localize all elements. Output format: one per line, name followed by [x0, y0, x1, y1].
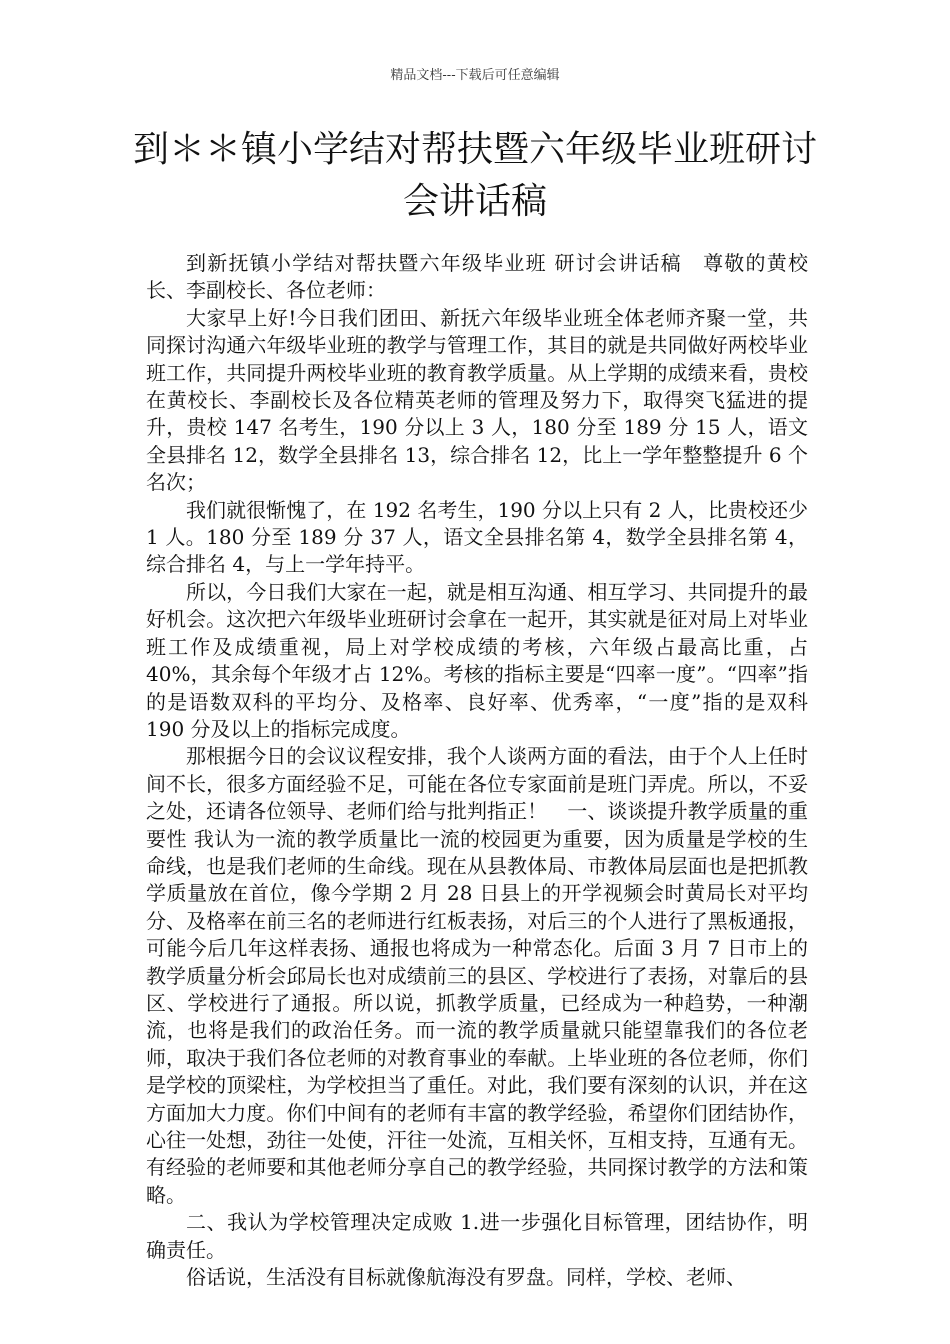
paragraph-own-results: 我们就很惭愧了，在 192 名考生，190 分以上只有 2 人，比贵校还少 1 人。180 分至 189 分 37 人，语文全县排名第 4，数学全县排名第 4，综合排名 4，与上一学年持平。	[146, 497, 808, 577]
paragraph-purpose: 所以，今日我们大家在一起，就是相互沟通、相互学习、共同提升的最好机会。这次把六年级毕业班研讨会拿在一起开，其实就是征对局上对毕业班工作及成绩重视，局上对学校成绩的考核，六年级占最高比重，占 40%，其余每个年级才占 12%。考核的指标主要是“四率一度”。“四率”指的是语数双科的平均分、及格率、良好率、优秀率，“一度”指的是双科 190 分及以上的指标完成度。	[146, 579, 808, 741]
document-title: 到＊＊镇小学结对帮扶暨六年级毕业班研讨会讲话稿	[132, 129, 817, 222]
paragraph-section-two: 二、我认为学校管理决定成败 1.进一步强化目标管理，团结协作，明确责任。	[146, 1210, 808, 1262]
document-body	[146, 250, 808, 1291]
paragraph-salutation: 到新抚镇小学结对帮扶暨六年级毕业班 研讨会讲话稿 尊敬的黄校长、李副校长、各位老师：	[146, 251, 808, 303]
paragraph-proverb: 俗话说，生活没有目标就像航海没有罗盘。同样，学校、老师、	[186, 1265, 746, 1290]
header-note: 精品文档---下载后可任意编辑	[390, 68, 560, 83]
paragraph-greeting: 大家早上好!今日我们团田、新抚六年级毕业班全体老师齐聚一堂，共同探讨沟通六年级毕业班的教学与管理工作，其目的就是共同做好两校毕业班工作，共同提升两校毕业班的教育教学质量。从上学期的成绩来看，贵校在黄校长、李副校长及各位精英老师的管理及努力下，取得突飞猛进的提升，贵校 147 名考生，190 分以上 3 人，180 分至 189 分 15 人，语文全县排名 12，数学全县排名 13，综合排名 12，比上一学年整整提升 6 个名次；	[146, 305, 808, 495]
paragraph-section-one: 那根据今日的会议议程安排，我个人谈两方面的看法，由于个人上任时间不长，很多方面经验不足，可能在各位专家面前是班门弄虎。所以，不妥之处，还请各位领导、老师们给与批判指正！ 一、谈谈提升教学质量的重要性 我认为一流的教学质量比一流的校园更为重要，因为质量是学校的生命线，也是我们老师的生命线。现在从县教体局、市教体局层面也是把抓教学质量放在首位，像今学期 2 月 28 日县上的开学视频会时黄局长对平均分、及格率在前三名的老师进行红板表扬，对后三的个人进行了黑板通报，可能今后几年这样表扬、通报也将成为一种常态化。后面 3 月 7 日市上的教学质量分析会邱局长也对成绩前三的县区、学校进行了表扬，对靠后的县区、学校进行了通报。所以说，抓教学质量，已经成为一种趋势，一种潮流，也将是我们的政治任务。而一流的教学质量就只能望靠我们的各位老师，取决于我们各位老师的对教育事业的奉献。上毕业班的各位老师，你们是学校的顶梁柱，为学校担当了重任。对此，我们要有深刻的认识，并在这方面加大力度。你们中间有的老师有丰富的教学经验，希望你们团结协作，心往一处想，劲往一处使，汗往一处流，互相关怀，互相支持，互通有无。有经验的老师要和其他老师分享自己的教学经验，共同探讨教学的方法和策略。	[146, 744, 808, 1207]
